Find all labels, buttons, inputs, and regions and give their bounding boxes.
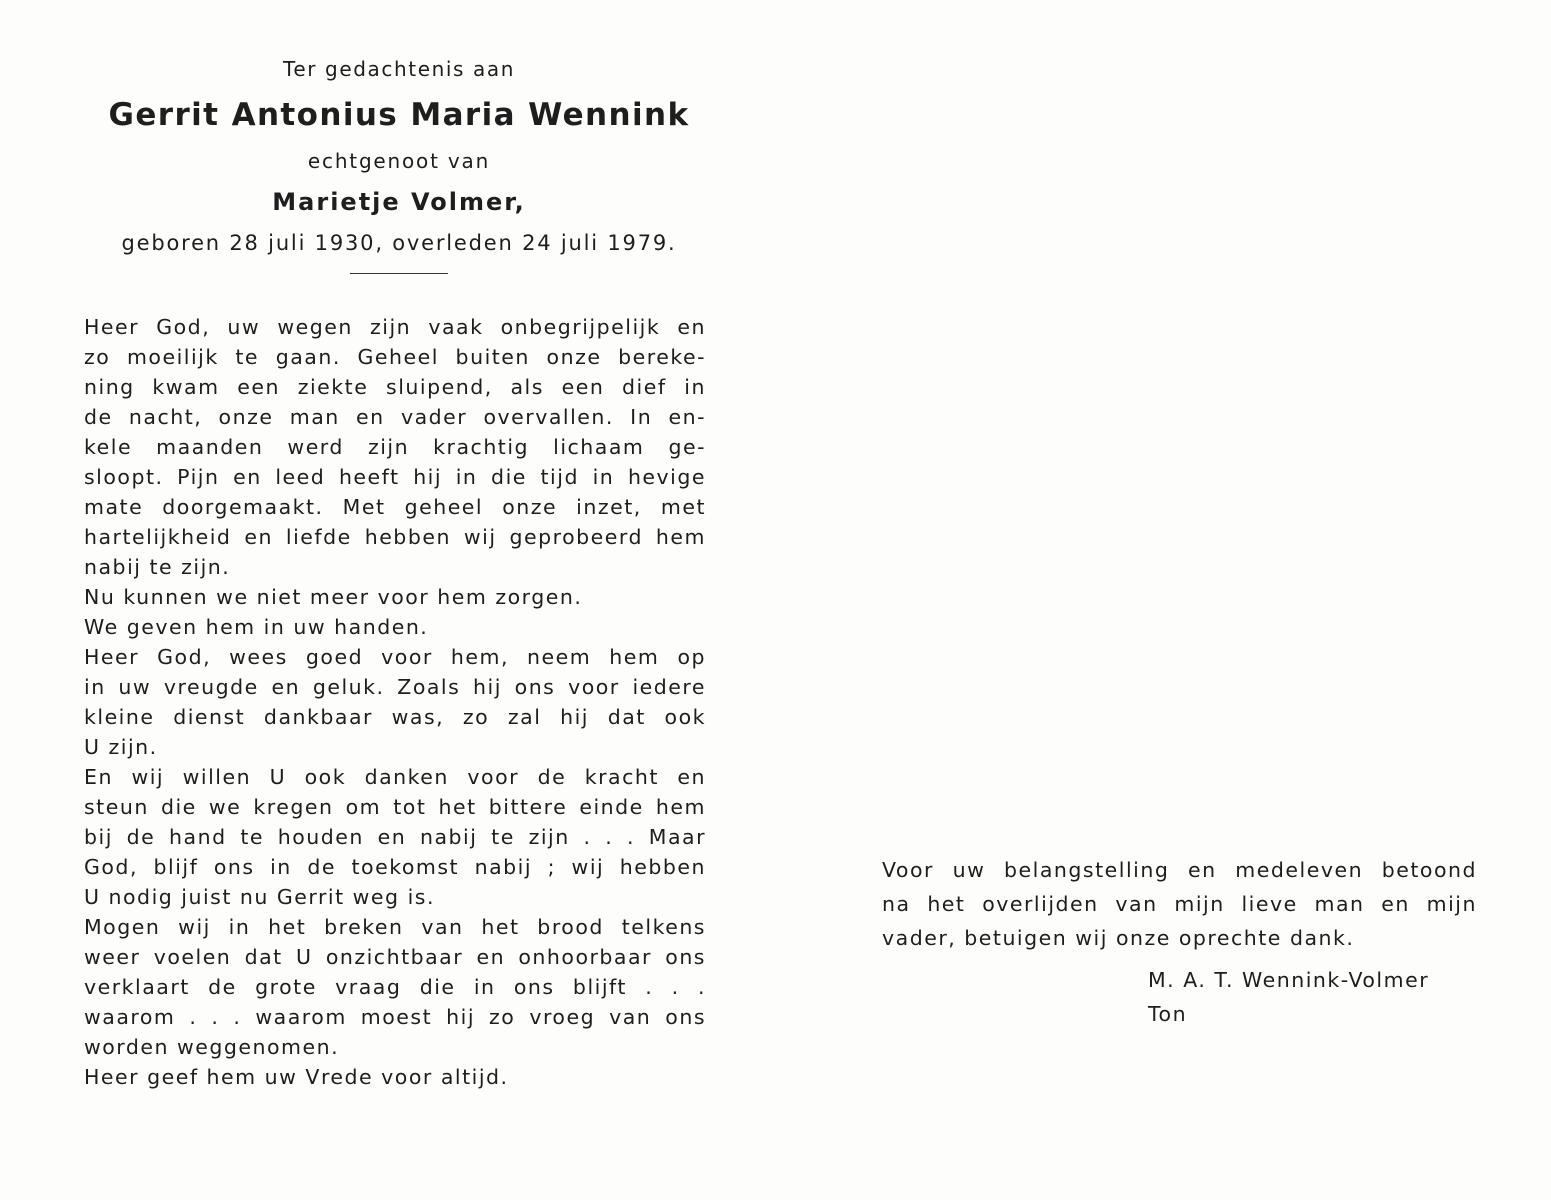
poem-line: kleine dienst dankbaar was, zo zal hij dat ook (84, 705, 706, 729)
thanks-line: Voor uw belangstelling en medeleven betoond (882, 858, 1477, 882)
poem-line: Heer God, wees goed voor hem, neem hem op (84, 645, 706, 669)
poem-line: Heer geef hem uw Vrede voor altijd. (84, 1065, 509, 1089)
poem-line: En wij willen U ook danken voor de kracht en (84, 765, 706, 789)
poem-line: Heer God, uw wegen zijn vaak onbegrijpelijk en (84, 315, 706, 339)
signature-line: Ton (1148, 1002, 1188, 1026)
signature-line: M. A. T. Wennink-Volmer (1148, 968, 1430, 992)
poem-line: God, blijf ons in de toekomst nabij ; wij hebben (84, 855, 706, 879)
poem-line: steun die we kregen om tot het bittere einde hem (84, 795, 706, 819)
thanks-line: na het overlijden van mijn lieve man en mijn (882, 892, 1477, 916)
poem-line: ning kwam een ziekte sluipend, als een dief in (84, 375, 706, 399)
memorial-text-column (84, 52, 714, 1092)
poem-line: weer voelen dat U onzichtbaar en onhoorbaar ons (84, 945, 706, 969)
thanks-column (882, 853, 1477, 1031)
poem-line: zo moeilijk te gaan. Geheel buiten onze bereke- (84, 345, 706, 369)
memorial-poem (84, 312, 706, 1092)
poem-line: U zijn. (84, 735, 158, 759)
poem-line: Nu kunnen we niet meer voor hem zorgen. (84, 585, 583, 609)
thanks-line: vader, betuigen wij onze oprechte dank. (882, 926, 1355, 950)
poem-line: in uw vreugde en geluk. Zoals hij ons voor iedere (84, 675, 706, 699)
signature (1148, 963, 1477, 1031)
poem-line: mate doorgemaakt. Met geheel onze inzet, met (84, 495, 706, 519)
poem-line: waarom . . . waarom moest hij zo vroeg van ons (84, 1005, 706, 1029)
thanks-text (882, 853, 1477, 955)
spouse-name: Marietje Volmer, (272, 188, 526, 216)
poem-line: hartelijkheid en liefde hebben wij geprobeerd hem (84, 525, 706, 549)
poem-line: We geven hem in uw handen. (84, 615, 429, 639)
intro-line: Ter gedachtenis aan (282, 57, 516, 81)
life-dates: geboren 28 juli 1930, overleden 24 juli 1979. (121, 231, 677, 255)
poem-line: Mogen wij in het breken van het brood telkens (84, 915, 706, 939)
poem-line: bij de hand te houden en nabij te zijn . . . Maar (84, 825, 706, 849)
poem-line: verklaart de grote vraag die in ons blijft . . . (84, 975, 706, 999)
poem-line: de nacht, onze man en vader overvallen. In en- (84, 405, 706, 429)
poem-line: sloopt. Pijn en leed heeft hij in die tijd in hevige (84, 465, 706, 489)
poem-line: worden weggenomen. (84, 1035, 340, 1059)
divider-line (350, 273, 448, 274)
deceased-name: Gerrit Antonius Maria Wennink (108, 97, 690, 133)
memorial-header (84, 52, 714, 274)
relation-line: echtgenoot van (307, 149, 491, 173)
poem-line: kele maanden werd zijn krachtig lichaam ge- (84, 435, 706, 459)
poem-line: U nodig juist nu Gerrit weg is. (84, 885, 435, 909)
poem-line: nabij te zijn. (84, 555, 231, 579)
